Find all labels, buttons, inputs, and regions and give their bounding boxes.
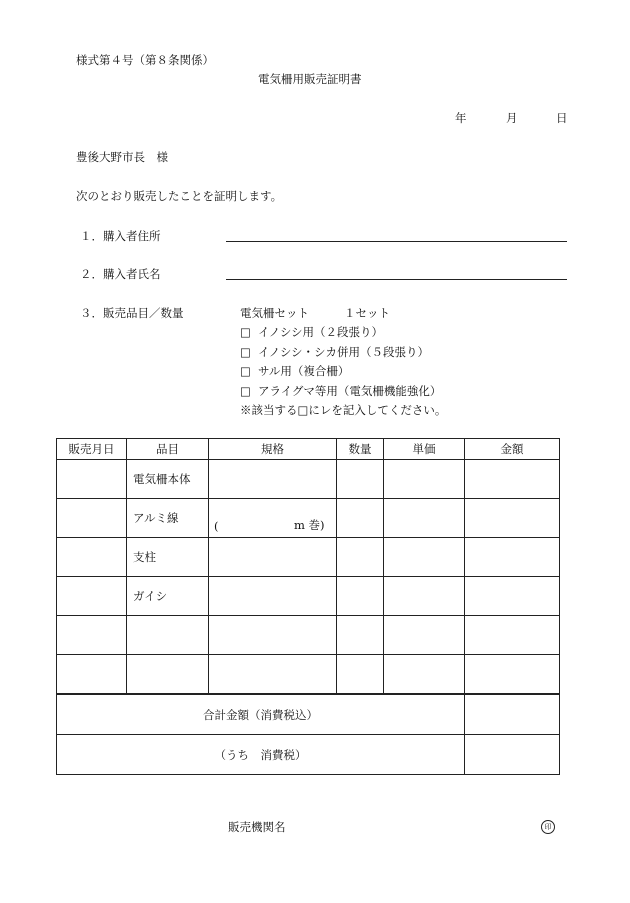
table-row bbox=[57, 538, 560, 577]
tax-row bbox=[57, 735, 560, 775]
table-row bbox=[57, 460, 560, 499]
quantity-cell[interactable] bbox=[337, 655, 384, 695]
checkbox-icon[interactable]: □ bbox=[240, 384, 251, 398]
total-label: 合計金額（消費税込） bbox=[57, 694, 465, 735]
table-row bbox=[57, 577, 560, 616]
item-cell: ガイシ bbox=[127, 577, 209, 616]
form-number: 様式第４号（第８条関係） bbox=[76, 53, 214, 67]
total-row bbox=[57, 694, 560, 735]
sale-date-cell[interactable] bbox=[57, 499, 127, 538]
address-field[interactable] bbox=[226, 241, 567, 242]
table-header-row bbox=[57, 439, 560, 460]
date-month-label: 月 bbox=[506, 111, 518, 125]
date-day-label: 日 bbox=[556, 111, 568, 125]
date-year-label: 年 bbox=[455, 111, 467, 125]
seller-label: 販売機関名 bbox=[228, 820, 286, 834]
table-row bbox=[57, 616, 560, 655]
tax-label: （うち 消費税） bbox=[57, 735, 465, 775]
header-quantity: 数量 bbox=[337, 439, 384, 460]
spec-cell[interactable] bbox=[209, 499, 337, 538]
name-field[interactable] bbox=[226, 279, 567, 280]
option-wild-boar[interactable] bbox=[240, 325, 383, 339]
item-cell[interactable] bbox=[127, 616, 209, 655]
spec-cell[interactable] bbox=[209, 577, 337, 616]
spec-cell[interactable] bbox=[209, 655, 337, 695]
sale-date-cell[interactable] bbox=[57, 655, 127, 695]
option-label: イノシシ・シカ併用（５段張り） bbox=[258, 345, 430, 359]
item-cell[interactable] bbox=[127, 655, 209, 695]
table-row bbox=[57, 499, 560, 538]
item-cell: 電気柵本体 bbox=[127, 460, 209, 499]
addressee: 豊後大野市長 様 bbox=[76, 150, 168, 164]
address-label: １．購入者住所 bbox=[80, 229, 161, 243]
total-amount-cell[interactable] bbox=[465, 694, 560, 735]
option-boar-deer[interactable] bbox=[240, 345, 429, 359]
sales-table bbox=[56, 438, 560, 775]
header-sale-date: 販売月日 bbox=[57, 439, 127, 460]
unit-price-cell[interactable] bbox=[384, 460, 465, 499]
seal-icon: 印 bbox=[541, 820, 555, 834]
amount-cell[interactable] bbox=[465, 538, 560, 577]
amount-cell[interactable] bbox=[465, 577, 560, 616]
unit-price-cell[interactable] bbox=[384, 577, 465, 616]
unit-price-cell[interactable] bbox=[384, 616, 465, 655]
unit-price-cell[interactable] bbox=[384, 655, 465, 695]
amount-cell[interactable] bbox=[465, 460, 560, 499]
spec-cell[interactable] bbox=[209, 616, 337, 655]
quantity-cell[interactable] bbox=[337, 616, 384, 655]
items-label: ３．販売品目／数量 bbox=[80, 306, 184, 320]
name-label: ２．購入者氏名 bbox=[80, 267, 161, 281]
statement: 次のとおり販売したことを証明します。 bbox=[76, 189, 283, 203]
amount-cell[interactable] bbox=[465, 655, 560, 695]
header-unit-price: 単価 bbox=[384, 439, 465, 460]
checkbox-icon[interactable]: □ bbox=[240, 325, 251, 339]
item-cell: 支柱 bbox=[127, 538, 209, 577]
checkbox-icon[interactable]: □ bbox=[240, 364, 251, 378]
sale-date-cell[interactable] bbox=[57, 538, 127, 577]
quantity-cell[interactable] bbox=[337, 499, 384, 538]
header-item: 品目 bbox=[127, 439, 209, 460]
set-quantity: １セット bbox=[344, 306, 390, 320]
quantity-cell[interactable] bbox=[337, 538, 384, 577]
amount-cell[interactable] bbox=[465, 616, 560, 655]
document-title: 電気柵用販売証明書 bbox=[258, 72, 362, 86]
checkbox-icon[interactable]: □ bbox=[240, 345, 251, 359]
option-label: アライグマ等用（電気柵機能強化） bbox=[258, 384, 442, 398]
sale-date-cell[interactable] bbox=[57, 577, 127, 616]
table-row bbox=[57, 655, 560, 695]
quantity-cell[interactable] bbox=[337, 577, 384, 616]
quantity-cell[interactable] bbox=[337, 460, 384, 499]
header-amount: 金額 bbox=[465, 439, 560, 460]
unit-price-cell[interactable] bbox=[384, 499, 465, 538]
spec-roll-unit: m 巻) bbox=[294, 518, 325, 532]
checkbox-note: ※該当する□にレを記入してください。 bbox=[240, 403, 447, 417]
amount-cell[interactable] bbox=[465, 499, 560, 538]
spec-wire-roll bbox=[209, 499, 336, 537]
header-spec: 規格 bbox=[209, 439, 337, 460]
set-label: 電気柵セット bbox=[240, 306, 309, 320]
tax-amount-cell[interactable] bbox=[465, 735, 560, 775]
spec-open-paren: ( bbox=[214, 519, 219, 533]
option-label: イノシシ用（２段張り） bbox=[258, 325, 384, 339]
spec-cell[interactable] bbox=[209, 538, 337, 577]
option-raccoon[interactable] bbox=[240, 384, 441, 398]
option-monkey[interactable] bbox=[240, 364, 349, 378]
option-label: サル用（複合柵） bbox=[258, 364, 350, 378]
sale-date-cell[interactable] bbox=[57, 460, 127, 499]
item-cell: アルミ線 bbox=[127, 499, 209, 538]
sale-date-cell[interactable] bbox=[57, 616, 127, 655]
unit-price-cell[interactable] bbox=[384, 538, 465, 577]
spec-cell[interactable] bbox=[209, 460, 337, 499]
